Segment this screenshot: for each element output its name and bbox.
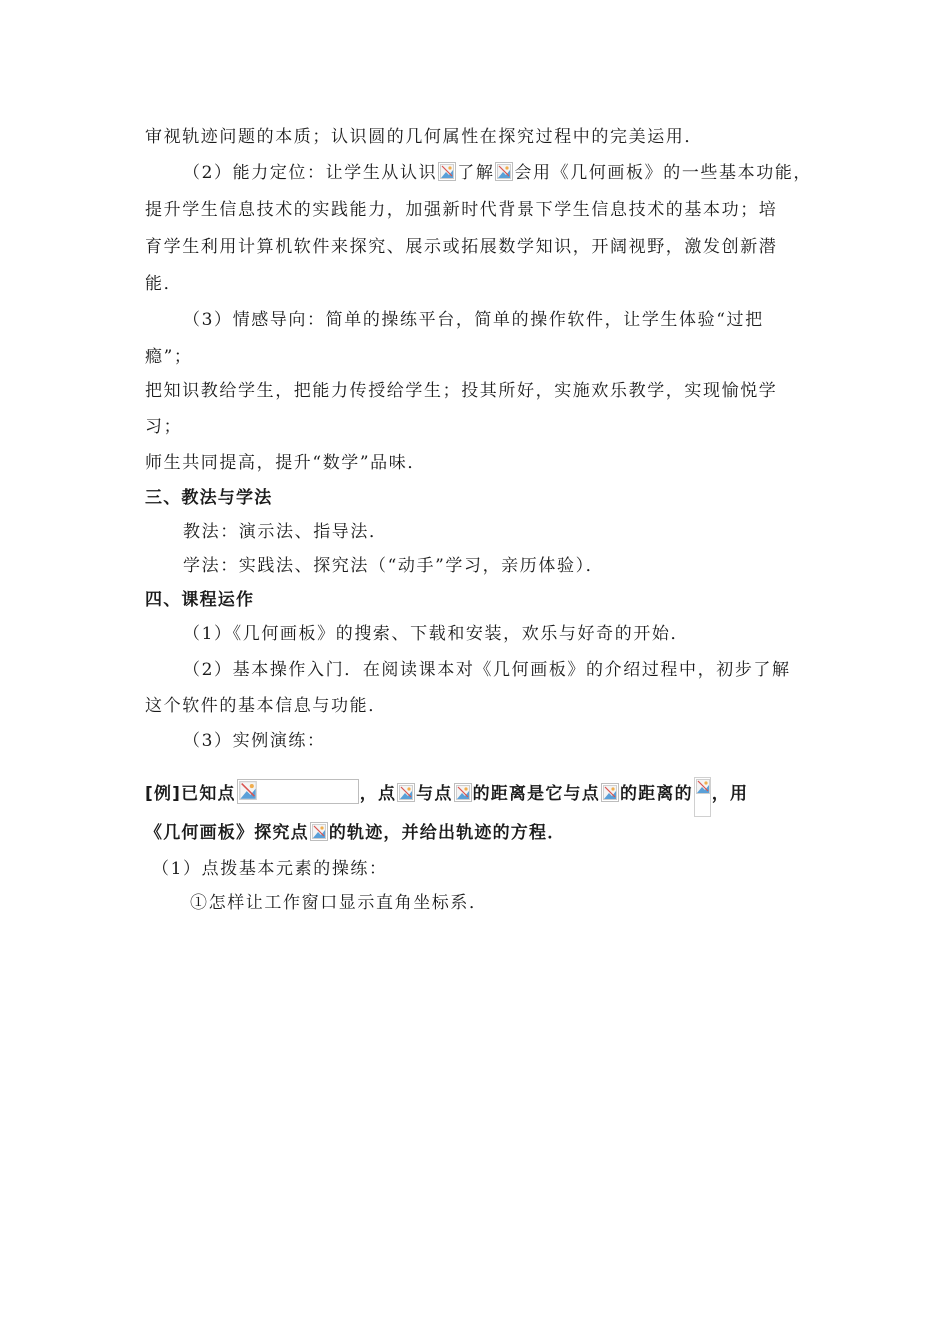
course-item-1: （1）《几何画板》的搜索、下载和安装，欢乐与好奇的开始． <box>183 624 690 644</box>
paragraph-line: 把知识教给学生，把能力传授给学生；投其所好，实施欢乐教学，实现愉悦学 <box>145 381 778 401</box>
step-1: （1）点拨基本元素的操练： <box>152 859 388 879</box>
fraction-image-icon <box>694 777 711 817</box>
course-item-3: （3）实例演练： <box>183 731 326 751</box>
paragraph-line: 提升学生信息技术的实践能力，加强新时代背景下学生信息技术的基本功；培 <box>145 200 778 220</box>
course-item-2-cont: 这个软件的基本信息与功能． <box>145 696 387 716</box>
paragraph-line: 师生共同提高，提升“数学”品味． <box>145 453 426 473</box>
learning-method: 学法：实践法、探究法（“动手”学习，亲历体验）． <box>183 556 605 576</box>
example-line-1: [例]已知点 ，点 与点 的距离是它与点 的距离的 ，用 <box>145 777 748 817</box>
broken-image-icon <box>495 162 513 181</box>
example-line-2: 《几何画板》探究点 的轨迹，并给出轨迹的方程． <box>145 823 566 843</box>
paragraph-line: 瘾”； <box>145 347 193 367</box>
course-item-2: （2）基本操作入门．在阅读课本对《几何画板》的介绍过程中，初步了解 <box>183 660 791 680</box>
broken-image-icon <box>601 783 619 802</box>
formula-image-icon <box>237 779 359 804</box>
section-heading-methods: 三、教法与学法 <box>145 488 273 508</box>
broken-image-icon <box>310 822 328 841</box>
paragraph-line: 能． <box>145 274 183 294</box>
section-heading-course: 四、课程运作 <box>145 590 255 610</box>
broken-image-icon <box>397 783 415 802</box>
broken-image-icon <box>438 162 456 181</box>
paragraph-line: 习； <box>145 417 183 437</box>
teaching-method: 教法：演示法、指导法． <box>183 522 388 542</box>
broken-image-icon <box>454 783 472 802</box>
step-1-sub: ①怎样让工作窗口显示直角坐标系． <box>190 893 488 913</box>
paragraph-line: 育学生利用计算机软件来探究、展示或拓展数学知识，开阔视野，激发创新潜 <box>145 237 778 257</box>
paragraph-line: 审视轨迹问题的本质；认识圆的几何属性在探究过程中的完美运用． <box>145 127 703 147</box>
paragraph-ability: （2）能力定位：让学生从认识 了解 会用《几何画板》的一些基本功能， <box>183 163 813 183</box>
paragraph-emotion: （3）情感导向：简单的操练平台，简单的操作软件，让学生体验“过把 <box>183 310 764 330</box>
